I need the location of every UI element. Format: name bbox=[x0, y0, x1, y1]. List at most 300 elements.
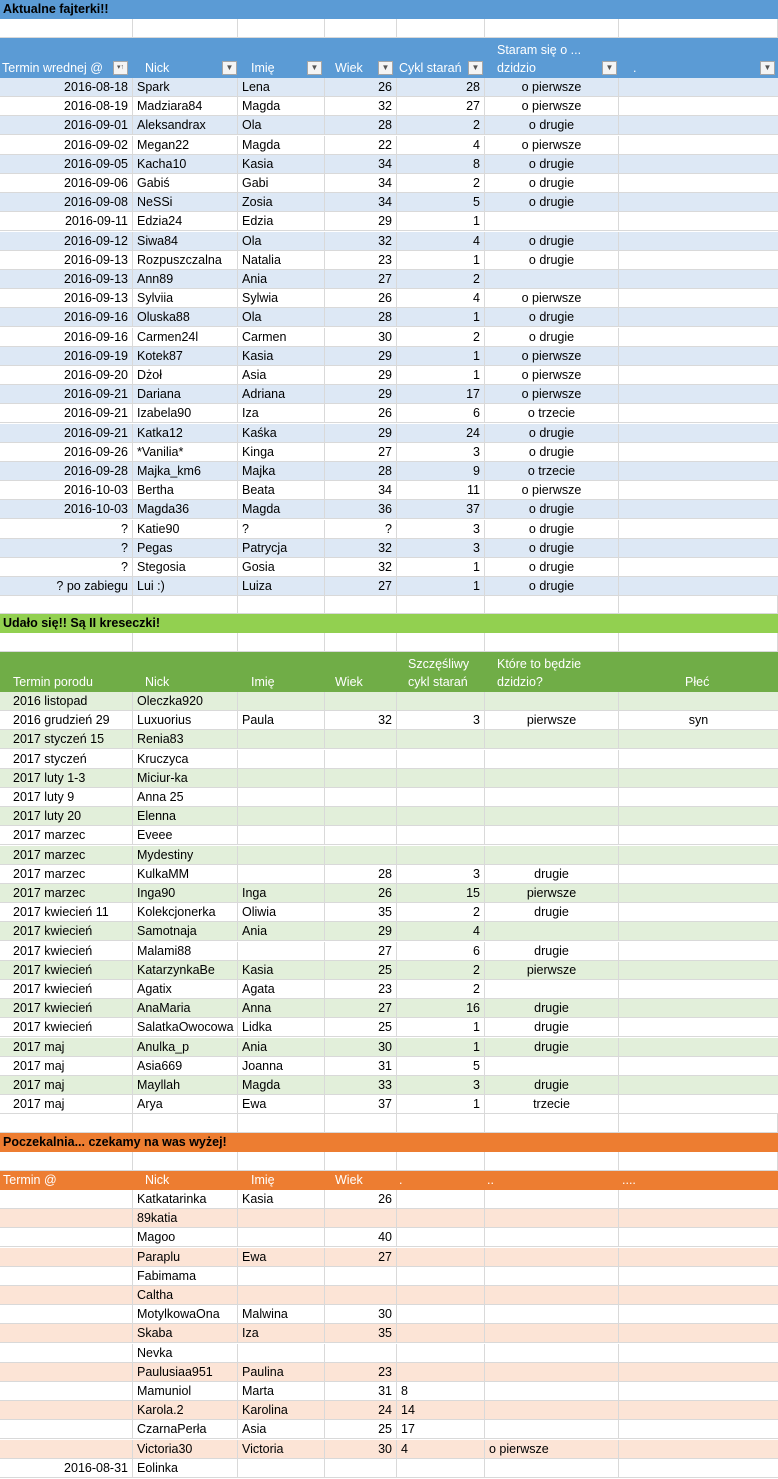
cell: 2016-10-03 bbox=[0, 500, 133, 518]
table-row bbox=[0, 846, 778, 865]
cell: Kasia bbox=[238, 1190, 325, 1208]
empty-row bbox=[0, 1114, 778, 1133]
cell: 2016-09-20 bbox=[0, 366, 133, 384]
cell bbox=[133, 633, 238, 651]
cell bbox=[619, 807, 778, 825]
table-row bbox=[0, 1363, 778, 1382]
cell bbox=[0, 1420, 133, 1438]
cell bbox=[619, 1420, 778, 1438]
cell bbox=[238, 1344, 325, 1362]
table-row bbox=[0, 193, 778, 212]
cell bbox=[485, 1324, 619, 1342]
cell bbox=[238, 595, 325, 613]
cell bbox=[0, 1440, 133, 1458]
cell bbox=[397, 826, 485, 844]
cell: Magda bbox=[238, 136, 325, 154]
cell: ? bbox=[238, 520, 325, 538]
cell: 3 bbox=[397, 520, 485, 538]
cell: 2 bbox=[397, 174, 485, 192]
cell: Gosia bbox=[238, 558, 325, 576]
cell: 3 bbox=[397, 865, 485, 883]
cell: Ewa bbox=[238, 1248, 325, 1266]
cell bbox=[619, 270, 778, 288]
cell: 35 bbox=[325, 903, 397, 921]
cell bbox=[619, 232, 778, 250]
cell bbox=[485, 595, 619, 613]
cell: Rozpuszczalna bbox=[133, 251, 238, 269]
table-row bbox=[0, 711, 778, 730]
column-header: Staram się o ... bbox=[497, 43, 582, 57]
cell bbox=[238, 1228, 325, 1246]
cell: Bertha bbox=[133, 481, 238, 499]
cell: Fabimama bbox=[133, 1267, 238, 1285]
cell: 2017 kwiecień bbox=[0, 980, 133, 998]
cell: Asia bbox=[238, 1420, 325, 1438]
cell bbox=[619, 633, 778, 651]
cell: 29 bbox=[325, 385, 397, 403]
cell: Inga90 bbox=[133, 884, 238, 902]
filter-dropdown-icon[interactable]: ▼ bbox=[307, 61, 322, 75]
cell: Kasia bbox=[238, 155, 325, 173]
cell bbox=[0, 1305, 133, 1323]
cell: 6 bbox=[397, 404, 485, 422]
cell bbox=[619, 500, 778, 518]
cell: Magda bbox=[238, 97, 325, 115]
cell: 89katia bbox=[133, 1209, 238, 1227]
cell bbox=[0, 1363, 133, 1381]
filter-dropdown-icon[interactable]: ▼ bbox=[222, 61, 237, 75]
cell bbox=[238, 1152, 325, 1170]
table-row bbox=[0, 1267, 778, 1286]
cell: 40 bbox=[325, 1228, 397, 1246]
cell: Iza bbox=[238, 404, 325, 422]
cell bbox=[238, 865, 325, 883]
table-row bbox=[0, 347, 778, 366]
cell bbox=[0, 1248, 133, 1266]
cell: 2017 marzec bbox=[0, 865, 133, 883]
column-header: Termin @ bbox=[3, 1173, 57, 1187]
cell: Asia bbox=[238, 366, 325, 384]
cell: 14 bbox=[397, 1401, 485, 1419]
column-header: Nick bbox=[145, 1173, 170, 1187]
cell bbox=[238, 942, 325, 960]
cell bbox=[619, 1190, 778, 1208]
cell bbox=[485, 1267, 619, 1285]
sort-filter-dropdown-icon[interactable]: ▾↑ bbox=[113, 61, 128, 75]
table-row bbox=[0, 155, 778, 174]
cell: Karolina bbox=[238, 1401, 325, 1419]
column-header: Nick bbox=[145, 61, 170, 75]
cell: 31 bbox=[325, 1057, 397, 1075]
cell: 35 bbox=[325, 1324, 397, 1342]
cell bbox=[619, 1324, 778, 1342]
table-row bbox=[0, 424, 778, 443]
table-row bbox=[0, 1459, 778, 1478]
cell: 27 bbox=[325, 999, 397, 1017]
cell: 2016-10-03 bbox=[0, 481, 133, 499]
cell: Joanna bbox=[238, 1057, 325, 1075]
cell: o drugie bbox=[485, 193, 619, 211]
cell: 32 bbox=[325, 539, 397, 557]
cell bbox=[397, 595, 485, 613]
cell: ? bbox=[0, 539, 133, 557]
cell bbox=[325, 730, 397, 748]
cell bbox=[397, 846, 485, 864]
table-row bbox=[0, 462, 778, 481]
table-row bbox=[0, 692, 778, 711]
cell: Kacha10 bbox=[133, 155, 238, 173]
column-header: . bbox=[399, 1173, 403, 1187]
cell: o drugie bbox=[485, 116, 619, 134]
cell: 2017 maj bbox=[0, 1076, 133, 1094]
cell bbox=[397, 19, 485, 37]
table-row bbox=[0, 328, 778, 347]
empty-row bbox=[0, 1152, 778, 1171]
cell: Eolinka bbox=[133, 1459, 238, 1477]
table-row bbox=[0, 1190, 778, 1209]
cell: Oleczka920 bbox=[133, 692, 238, 710]
cell bbox=[397, 1324, 485, 1342]
cell: Marta bbox=[238, 1382, 325, 1400]
cell: pierwsze bbox=[485, 961, 619, 979]
cell bbox=[0, 1114, 133, 1132]
table-row bbox=[0, 1286, 778, 1305]
cell bbox=[397, 769, 485, 787]
cell: 2016-08-18 bbox=[0, 78, 133, 96]
cell bbox=[619, 443, 778, 461]
cell: 28 bbox=[325, 865, 397, 883]
cell: o pierwsze bbox=[485, 347, 619, 365]
cell: Caltha bbox=[133, 1286, 238, 1304]
cell bbox=[619, 116, 778, 134]
cell: 15 bbox=[397, 884, 485, 902]
cell: 1 bbox=[397, 1038, 485, 1056]
cell bbox=[485, 1114, 619, 1132]
table-row bbox=[0, 558, 778, 577]
cell: Karola.2 bbox=[133, 1401, 238, 1419]
cell: 28 bbox=[325, 308, 397, 326]
table-row bbox=[0, 1228, 778, 1247]
table-row bbox=[0, 1018, 778, 1037]
cell: Magda36 bbox=[133, 500, 238, 518]
table-row bbox=[0, 289, 778, 308]
cell: 26 bbox=[325, 1190, 397, 1208]
cell bbox=[619, 750, 778, 768]
cell: Gabi bbox=[238, 174, 325, 192]
cell: Pegas bbox=[133, 539, 238, 557]
cell bbox=[485, 1152, 619, 1170]
table-row bbox=[0, 366, 778, 385]
table-row bbox=[0, 308, 778, 327]
cell bbox=[619, 97, 778, 115]
table-row bbox=[0, 750, 778, 769]
cell: 2 bbox=[397, 961, 485, 979]
table-row bbox=[0, 539, 778, 558]
cell bbox=[619, 308, 778, 326]
cell: Kinga bbox=[238, 443, 325, 461]
cell bbox=[619, 865, 778, 883]
cell: 32 bbox=[325, 232, 397, 250]
cell bbox=[619, 174, 778, 192]
cell: Carmen bbox=[238, 328, 325, 346]
cell: Victoria30 bbox=[133, 1440, 238, 1458]
cell: Dżoł bbox=[133, 366, 238, 384]
cell: CzarnaPerła bbox=[133, 1420, 238, 1438]
cell: o drugie bbox=[485, 328, 619, 346]
table-header bbox=[0, 652, 778, 692]
cell: drugie bbox=[485, 1018, 619, 1036]
cell: 2016-09-19 bbox=[0, 347, 133, 365]
cell bbox=[485, 19, 619, 37]
table-row bbox=[0, 443, 778, 462]
cell: 2017 luty 1-3 bbox=[0, 769, 133, 787]
cell: Anna 25 bbox=[133, 788, 238, 806]
cell bbox=[0, 1267, 133, 1285]
table-row bbox=[0, 78, 778, 97]
cell bbox=[397, 1248, 485, 1266]
cell: 2016 listopad bbox=[0, 692, 133, 710]
cell: Gabiś bbox=[133, 174, 238, 192]
cell bbox=[397, 1344, 485, 1362]
cell bbox=[619, 1267, 778, 1285]
cell: 2016-09-12 bbox=[0, 232, 133, 250]
cell: 1 bbox=[397, 577, 485, 595]
cell bbox=[619, 999, 778, 1017]
cell: Ania bbox=[238, 1038, 325, 1056]
cell bbox=[619, 980, 778, 998]
table-row bbox=[0, 577, 778, 596]
cell bbox=[397, 1228, 485, 1246]
cell: 2016-09-16 bbox=[0, 328, 133, 346]
cell: ? po zabiegu bbox=[0, 577, 133, 595]
cell bbox=[325, 1459, 397, 1477]
cell bbox=[238, 788, 325, 806]
cell: 34 bbox=[325, 481, 397, 499]
cell: 33 bbox=[325, 1076, 397, 1094]
cell bbox=[133, 595, 238, 613]
cell bbox=[619, 1114, 778, 1132]
cell: 1 bbox=[397, 1095, 485, 1113]
cell bbox=[0, 1190, 133, 1208]
table-row bbox=[0, 212, 778, 231]
table-row bbox=[0, 116, 778, 135]
cell: 2016-09-06 bbox=[0, 174, 133, 192]
cell bbox=[485, 270, 619, 288]
cell bbox=[619, 328, 778, 346]
cell: Iza bbox=[238, 1324, 325, 1342]
cell: Natalia bbox=[238, 251, 325, 269]
cell bbox=[325, 1114, 397, 1132]
cell: 27 bbox=[325, 443, 397, 461]
cell bbox=[619, 942, 778, 960]
cell: 28 bbox=[397, 78, 485, 96]
cell: o drugie bbox=[485, 520, 619, 538]
cell: Katkatarinka bbox=[133, 1190, 238, 1208]
cell bbox=[619, 788, 778, 806]
cell bbox=[619, 922, 778, 940]
cell bbox=[397, 1209, 485, 1227]
cell bbox=[485, 212, 619, 230]
cell: 2017 kwiecień bbox=[0, 1018, 133, 1036]
cell bbox=[325, 1267, 397, 1285]
cell bbox=[619, 193, 778, 211]
cell: Samotnaja bbox=[133, 922, 238, 940]
filter-dropdown-icon[interactable]: ▼ bbox=[468, 61, 483, 75]
cell bbox=[619, 520, 778, 538]
cell bbox=[485, 807, 619, 825]
cell: 2017 styczeń bbox=[0, 750, 133, 768]
cell: Mayllah bbox=[133, 1076, 238, 1094]
cell: Ania bbox=[238, 922, 325, 940]
cell bbox=[485, 1248, 619, 1266]
cell bbox=[619, 1248, 778, 1266]
filter-dropdown-icon[interactable]: ▼ bbox=[602, 61, 617, 75]
cell: 2016-09-26 bbox=[0, 443, 133, 461]
cell bbox=[485, 750, 619, 768]
cell: 4 bbox=[397, 136, 485, 154]
cell bbox=[485, 1209, 619, 1227]
cell: 2017 styczeń 15 bbox=[0, 730, 133, 748]
cell: 2016-09-02 bbox=[0, 136, 133, 154]
cell: 16 bbox=[397, 999, 485, 1017]
cell: o pierwsze bbox=[485, 385, 619, 403]
cell bbox=[619, 481, 778, 499]
cell: Izabela90 bbox=[133, 404, 238, 422]
cell bbox=[325, 633, 397, 651]
cell: Oluska88 bbox=[133, 308, 238, 326]
cell bbox=[0, 1344, 133, 1362]
cell: pierwsze bbox=[485, 884, 619, 902]
cell: 26 bbox=[325, 404, 397, 422]
cell bbox=[0, 1228, 133, 1246]
cell: 2017 maj bbox=[0, 1038, 133, 1056]
cell bbox=[485, 769, 619, 787]
table-row bbox=[0, 961, 778, 980]
cell: 29 bbox=[325, 212, 397, 230]
table-row bbox=[0, 1440, 778, 1459]
cell: drugie bbox=[485, 865, 619, 883]
cell: 1 bbox=[397, 308, 485, 326]
cell: 29 bbox=[325, 366, 397, 384]
cell: o drugie bbox=[485, 251, 619, 269]
cell bbox=[619, 826, 778, 844]
cell: 17 bbox=[397, 1420, 485, 1438]
cell: Mydestiny bbox=[133, 846, 238, 864]
cell bbox=[619, 539, 778, 557]
cell: 3 bbox=[397, 711, 485, 729]
cell: 17 bbox=[397, 385, 485, 403]
table-row bbox=[0, 807, 778, 826]
cell: 6 bbox=[397, 942, 485, 960]
table-row bbox=[0, 520, 778, 539]
cell: KulkaMM bbox=[133, 865, 238, 883]
cell bbox=[238, 692, 325, 710]
cell: 2016-08-31 bbox=[0, 1459, 133, 1477]
column-header: Wiek bbox=[335, 675, 363, 689]
cell: o drugie bbox=[485, 558, 619, 576]
cell bbox=[238, 1286, 325, 1304]
cell: 32 bbox=[325, 558, 397, 576]
column-header: Wiek bbox=[335, 1173, 363, 1187]
cell: ? bbox=[325, 520, 397, 538]
cell: 34 bbox=[325, 174, 397, 192]
cell bbox=[238, 19, 325, 37]
cell: 3 bbox=[397, 539, 485, 557]
cell: Anulka_p bbox=[133, 1038, 238, 1056]
cell: Skaba bbox=[133, 1324, 238, 1342]
table-row bbox=[0, 922, 778, 941]
table-row bbox=[0, 270, 778, 289]
filter-dropdown-icon[interactable]: ▼ bbox=[378, 61, 393, 75]
table-row bbox=[0, 232, 778, 251]
cell: 4 bbox=[397, 1440, 485, 1458]
cell bbox=[325, 1344, 397, 1362]
cell: 24 bbox=[397, 424, 485, 442]
cell bbox=[619, 1095, 778, 1113]
cell: 2016-09-16 bbox=[0, 308, 133, 326]
cell: 9 bbox=[397, 462, 485, 480]
cell: 29 bbox=[325, 347, 397, 365]
cell bbox=[619, 595, 778, 613]
table-row bbox=[0, 1382, 778, 1401]
cell bbox=[485, 1286, 619, 1304]
cell bbox=[397, 1114, 485, 1132]
cell bbox=[485, 1420, 619, 1438]
cell bbox=[133, 1152, 238, 1170]
cell: Malami88 bbox=[133, 942, 238, 960]
cell: 27 bbox=[397, 97, 485, 115]
column-header: Płeć bbox=[685, 675, 710, 689]
table-row bbox=[0, 942, 778, 961]
cell: Sylwia bbox=[238, 289, 325, 307]
cell: 2017 maj bbox=[0, 1095, 133, 1113]
table-row bbox=[0, 1038, 778, 1057]
cell: Ola bbox=[238, 308, 325, 326]
cell: 2016 grudzień 29 bbox=[0, 711, 133, 729]
cell: Inga bbox=[238, 884, 325, 902]
cell bbox=[619, 155, 778, 173]
cell: 2 bbox=[397, 270, 485, 288]
table-row bbox=[0, 903, 778, 922]
cell bbox=[619, 251, 778, 269]
section-title: Aktualne fajterki!! bbox=[0, 0, 778, 19]
cell: 23 bbox=[325, 251, 397, 269]
cell: syn bbox=[688, 713, 709, 728]
filter-dropdown-icon[interactable]: ▼ bbox=[760, 61, 775, 75]
cell bbox=[619, 730, 778, 748]
cell: 2017 luty 9 bbox=[0, 788, 133, 806]
column-header: Termin porodu bbox=[13, 675, 93, 689]
cell: Asia669 bbox=[133, 1057, 238, 1075]
cell: 29 bbox=[325, 922, 397, 940]
cell: 1 bbox=[397, 558, 485, 576]
cell: 32 bbox=[325, 711, 397, 729]
cell bbox=[325, 769, 397, 787]
cell: MotylkowaOna bbox=[133, 1305, 238, 1323]
cell: 28 bbox=[325, 116, 397, 134]
cell: Eveee bbox=[133, 826, 238, 844]
table-header bbox=[0, 1171, 778, 1190]
cell: 30 bbox=[325, 328, 397, 346]
cell: Ewa bbox=[238, 1095, 325, 1113]
column-header: Nick bbox=[145, 675, 170, 689]
column-header: Które to będzie bbox=[497, 657, 582, 671]
cell: Miciur-ka bbox=[133, 769, 238, 787]
cell: 2016-09-21 bbox=[0, 385, 133, 403]
table-header bbox=[0, 38, 778, 78]
cell bbox=[325, 750, 397, 768]
table-row bbox=[0, 769, 778, 788]
